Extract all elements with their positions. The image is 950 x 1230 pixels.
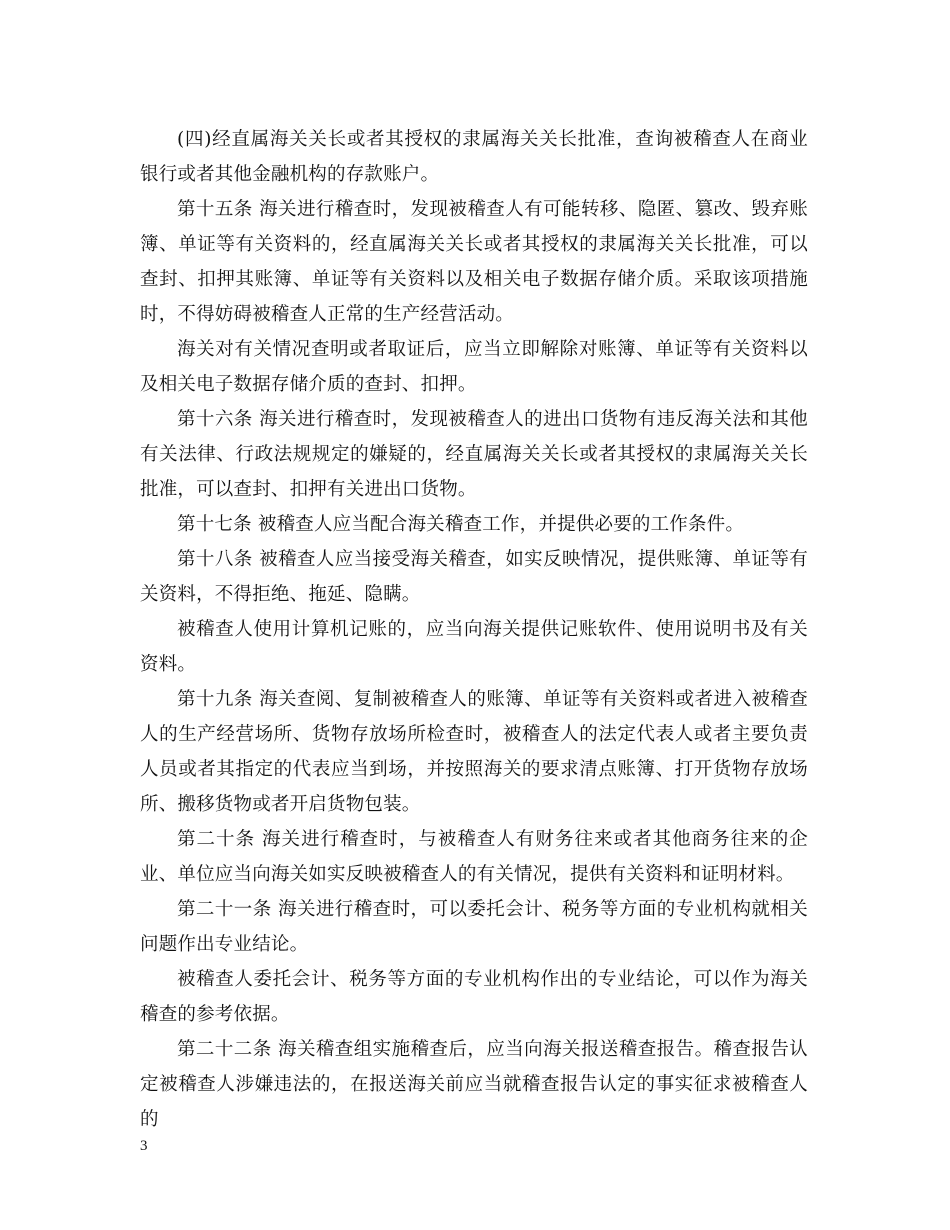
paragraph-6: 第十八条 被稽查人应当接受海关稽查，如实反映情况，提供账簿、单证等有关资料，不得拒绝、拖延、隐瞒。	[140, 549, 808, 605]
paragraph-7: 被稽查人使用计算机记账的，应当向海关提供记账软件、使用说明书及有关资料。	[140, 619, 808, 675]
paragraph-11: 被稽查人委托会计、税务等方面的专业机构作出的专业结论，可以作为海关稽查的参考依据。	[140, 969, 808, 1025]
paragraph-4: 第十六条 海关进行稽查时，发现被稽查人的进出口货物有违反海关法和其他有关法律、行政法规规定的嫌疑的，经直属海关关长或者其授权的隶属海关关长批准，可以查封、扣押有关进出口货物。	[140, 409, 808, 500]
paragraph-5: 第十七条 被稽查人应当配合海关稽查工作，并提供必要的工作条件。	[177, 514, 745, 535]
paragraph-8: 第十九条 海关查阅、复制被稽查人的账簿、单证等有关资料或者进入被稽查人的生产经营场所、货物存放场所检查时，被稽查人的法定代表人或者主要负责人员或者其指定的代表应当到场，并按照海关的要求清点账簿、打开货物存放场所、搬移货物或者开启货物包装。	[140, 689, 808, 815]
paragraph-3: 海关对有关情况查明或者取证后，应当立即解除对账簿、单证等有关资料以及相关电子数据存储介质的查封、扣押。	[140, 339, 808, 395]
paragraph-9: 第二十条 海关进行稽查时，与被稽查人有财务往来或者其他商务往来的企业、单位应当向海关如实反映被稽查人的有关情况，提供有关资料和证明材料。	[140, 829, 808, 885]
paragraph-2: 第十五条 海关进行稽查时，发现被稽查人有可能转移、隐匿、篡改、毁弃账簿、单证等有关资料的，经直属海关关长或者其授权的隶属海关关长批准，可以查封、扣押其账簿、单证等有关资料以及相关电子数据存储介质。采取该项措施时，不得妨碍被稽查人正常的生产经营活动。	[140, 199, 808, 325]
document-body	[140, 122, 808, 1137]
paragraph-12: 第二十二条 海关稽查组实施稽查后，应当向海关报送稽查报告。稽查报告认定被稽查人涉嫌违法的，在报送海关前应当就稽查报告认定的事实征求被稽查人的	[140, 1039, 808, 1130]
paragraph-1: (四)经直属海关关长或者其授权的隶属海关关长批准，查询被稽查人在商业银行或者其他金融机构的存款账户。	[140, 129, 808, 185]
page-number: 3	[140, 1138, 148, 1154]
paragraph-10: 第二十一条 海关进行稽查时，可以委托会计、税务等方面的专业机构就相关问题作出专业结论。	[140, 899, 808, 955]
